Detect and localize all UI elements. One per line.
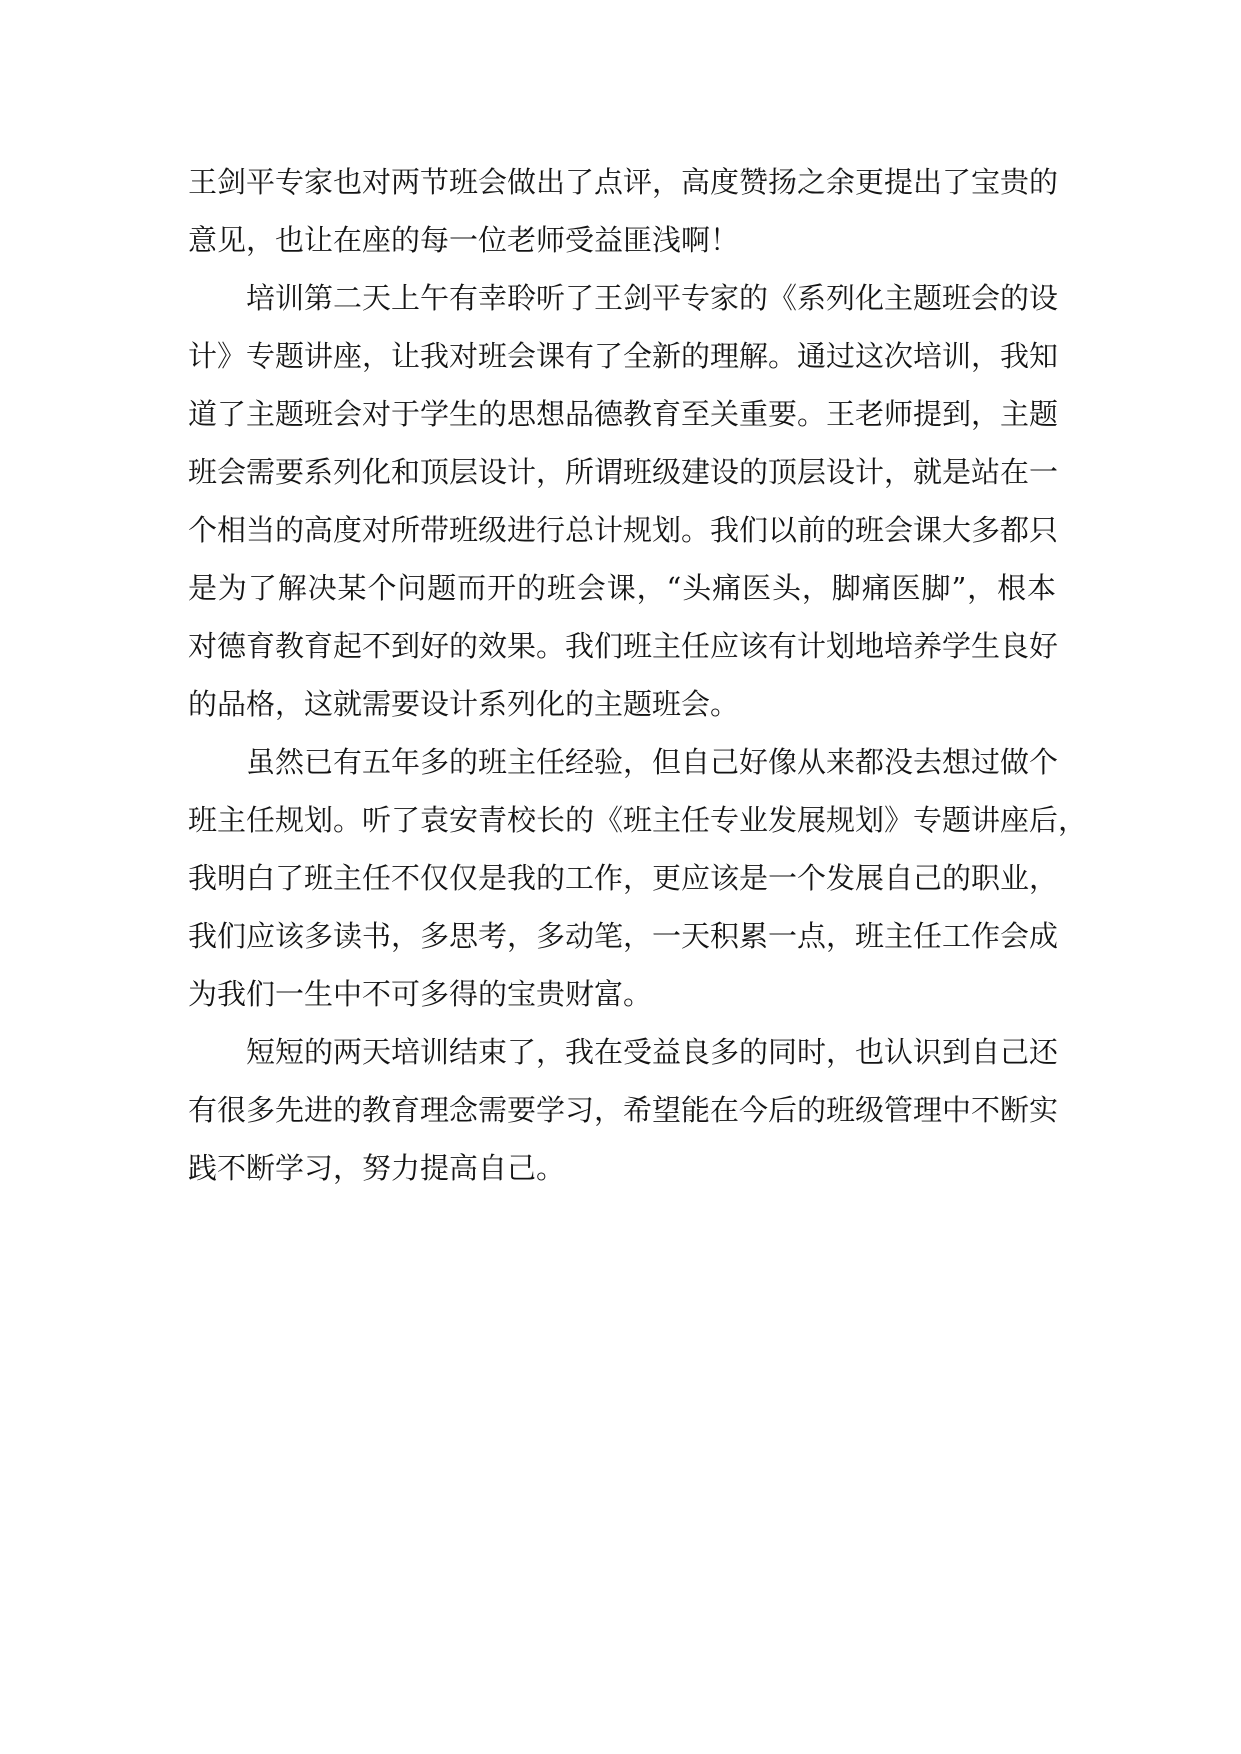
paragraph-line: 我们应该多读书，多思考，多动笔，一天积累一点，班主任工作会成	[188, 919, 1059, 953]
paragraph-3	[188, 733, 1088, 1023]
paragraph-line: 计》专题讲座，让我对班会课有了全新的理解。通过这次培训，我知	[188, 339, 1059, 373]
paragraph-line: 的品格，这就需要设计系列化的主题班会。	[188, 687, 740, 721]
paragraph-line: 王剑平专家也对两节班会做出了点评，高度赞扬之余更提出了宝贵的	[188, 165, 1059, 199]
paragraph-1	[188, 153, 1059, 269]
paragraph-line: 短短的两天培训结束了，我在受益良多的同时，也认识到自己还	[246, 1035, 1059, 1069]
paragraph-2	[188, 269, 1059, 733]
paragraph-line: 道了主题班会对于学生的思想品德教育至关重要。王老师提到，主题	[188, 397, 1059, 431]
paragraph-line: 个相当的高度对所带班级进行总计规划。我们以前的班会课大多都只	[188, 513, 1059, 547]
paragraph-line: 是为了解决某个问题而开的班会课，“头痛医头，脚痛医脚”，根本	[188, 571, 1056, 605]
paragraph-line: 班主任规划。听了袁安青校长的《班主任专业发展规划》专题讲座后，	[188, 803, 1088, 837]
paragraph-4	[188, 1023, 1059, 1197]
paragraph-line: 为我们一生中不可多得的宝贵财富。	[188, 977, 653, 1011]
paragraph-line: 践不断学习，努力提高自己。	[188, 1151, 566, 1185]
paragraph-line: 我明白了班主任不仅仅是我的工作，更应该是一个发展自己的职业，	[188, 861, 1059, 895]
paragraph-line: 对德育教育起不到好的效果。我们班主任应该有计划地培养学生良好	[188, 629, 1059, 663]
paragraph-line: 培训第二天上午有幸聆听了王剑平专家的《系列化主题班会的设	[246, 281, 1059, 315]
paragraph-line: 有很多先进的教育理念需要学习，希望能在今后的班级管理中不断实	[188, 1093, 1059, 1127]
paragraph-line: 意见，也让在座的每一位老师受益匪浅啊！	[188, 223, 740, 257]
document-body	[188, 153, 1088, 1197]
paragraph-line: 班会需要系列化和顶层设计，所谓班级建设的顶层设计，就是站在一	[188, 455, 1059, 489]
paragraph-line: 虽然已有五年多的班主任经验，但自己好像从来都没去想过做个	[246, 745, 1059, 779]
